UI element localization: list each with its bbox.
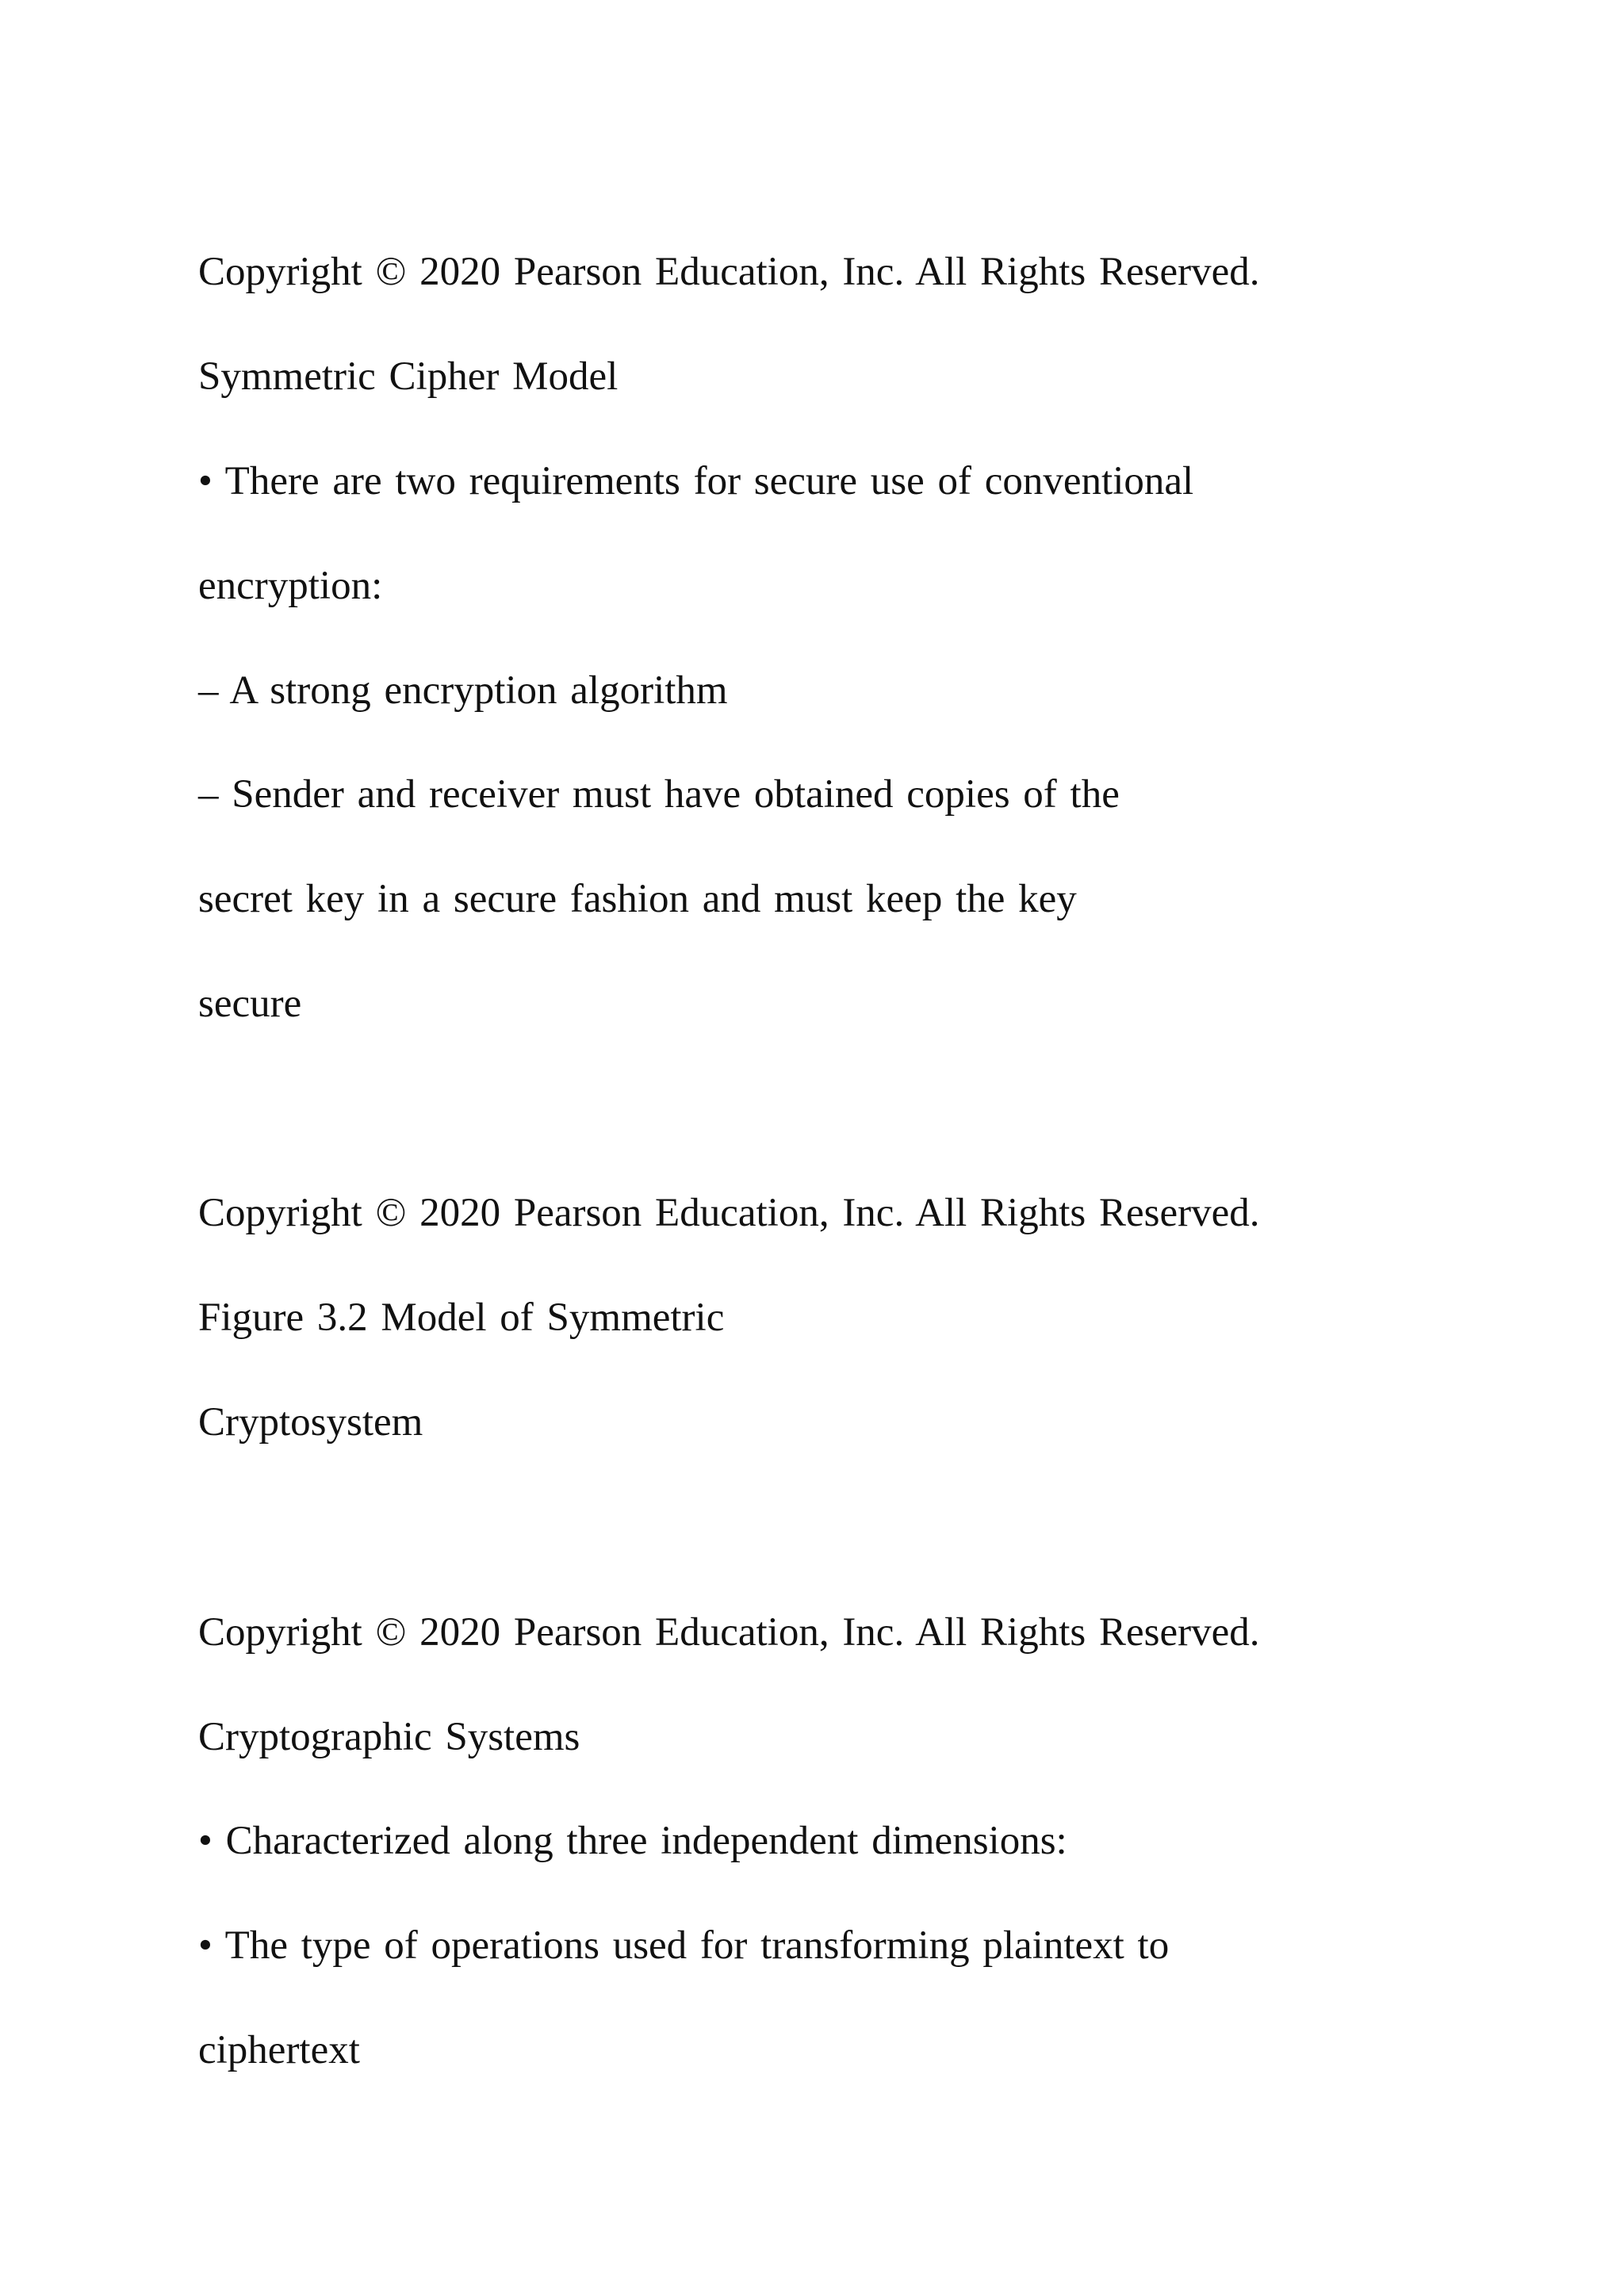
figure-caption-continued: Cryptosystem <box>198 1400 423 1445</box>
bullet-type-of-operations: • The type of operations used for transforming plaintext to <box>198 1923 1170 1968</box>
bullet-three-dimensions: • Characterized along three independent dimensions: <box>198 1819 1067 1863</box>
copyright-line: Copyright © 2020 Pearson Education, Inc. All Rights Reserved. <box>198 250 1260 294</box>
slide-title-symmetric-cipher-model: Symmetric Cipher Model <box>198 354 619 399</box>
slide-title-cryptographic-systems: Cryptographic Systems <box>198 1715 580 1759</box>
bullet-type-of-operations-continued: ciphertext <box>198 2028 360 2072</box>
figure-caption: Figure 3.2 Model of Symmetric <box>198 1295 725 1340</box>
bullet-requirements: • There are two requirements for secure use of conventional <box>198 459 1194 503</box>
sub-bullet-secure: secure <box>198 982 302 1026</box>
sub-bullet-sender-receiver: – Sender and receiver must have obtained copies of the <box>198 772 1120 817</box>
sub-bullet-secret-key: secret key in a secure fashion and must keep the key <box>198 877 1077 921</box>
copyright-line: Copyright © 2020 Pearson Education, Inc. All Rights Reserved. <box>198 1191 1260 1235</box>
bullet-requirements-continued: encryption: <box>198 564 383 608</box>
sub-bullet-strong-algorithm: – A strong encryption algorithm <box>198 668 728 713</box>
copyright-line: Copyright © 2020 Pearson Education, Inc. All Rights Reserved. <box>198 1610 1260 1655</box>
